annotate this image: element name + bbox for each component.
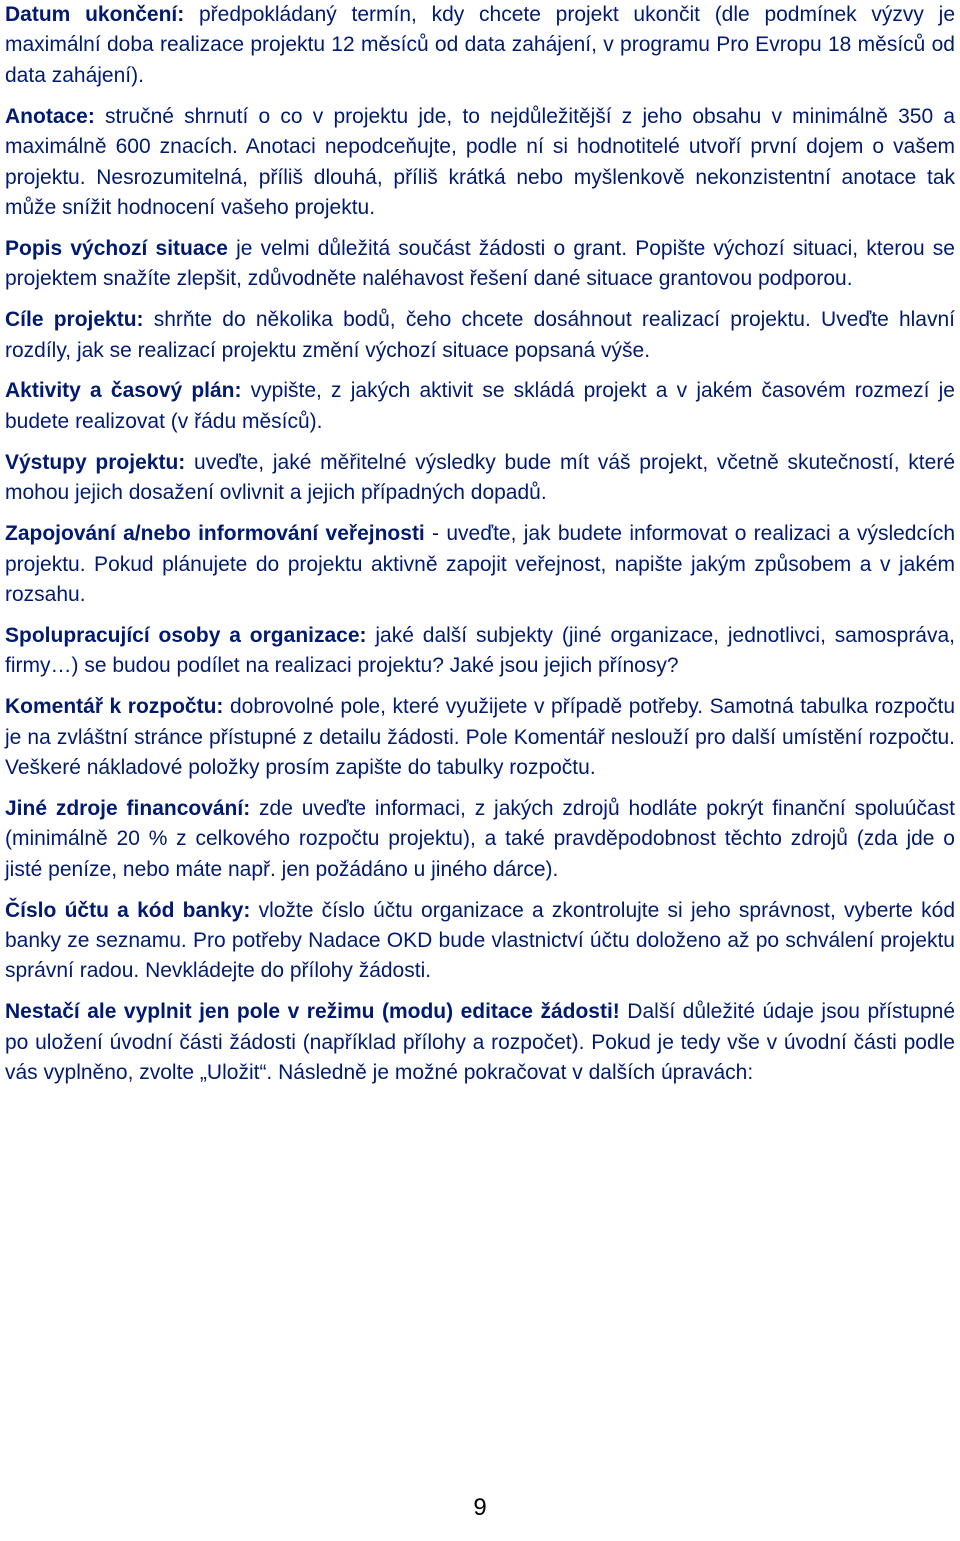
- paragraph-term: Zapojování a/nebo informování veřejnosti: [5, 522, 425, 546]
- spacer: [5, 223, 955, 234]
- spacer: [5, 509, 955, 520]
- paragraph-term: Cíle projektu:: [5, 308, 144, 332]
- spacer: [5, 682, 955, 693]
- paragraph-term: Výstupy projektu:: [5, 450, 186, 474]
- paragraph-cislo-uctu: [5, 896, 955, 987]
- paragraph-jine-zdroje: [5, 794, 955, 885]
- spacer: [5, 885, 955, 896]
- paragraph-popis-vychozi-situace: [5, 234, 955, 295]
- document-page: [5, 0, 955, 1089]
- paragraph-text: stručné shrnutí o co v projektu jde, to nejdůležitější z jeho obsahu v minimálně 350 a maximálně 600 znacích. Anotaci nepodceňujte, podle ní si hodnotitelé utvoří první dojem o vašem projektu. Nesrozumitelná, příliš dlouhá, příliš krátká nebo myšlenkově nekonzistentní anotace tak může snížit hodnocení vašeho projektu.: [5, 104, 955, 219]
- spacer: [5, 295, 955, 306]
- paragraph-komentar-k-rozpoctu: [5, 692, 955, 783]
- paragraph-text: jaké další subjekty (jiné organizace, jednotlivci, samospráva, firmy…) se budou podílet na realizaci projektu? Jaké jsou jejich přínosy?: [5, 623, 956, 678]
- paragraph-text: vypište, z jakých aktivit se skládá projekt a v jakém časovém rozmezí je budete realizovat (v řádu měsíců).: [5, 379, 955, 433]
- paragraph-text: dobrovolné pole, které využijete v případě potřeby. Samotná tabulka rozpočtu je na zvláštní stránce přístupné z detailu žádosti. Pole Komentář neslouží pro další umístění rozpočtu. Veškeré nákladové položky prosím zapište do tabulky rozpočtu.: [5, 695, 955, 779]
- paragraph-text: uveďte, jaké měřitelné výsledky bude mít váš projekt, včetně skutečností, které mohou jejich dosažení ovlivnit a jejich případných dopadů.: [5, 450, 955, 505]
- paragraph-text: zde uveďte informaci, z jakých zdrojů hodláte pokrýt finanční spoluúčast (minimálně 20 % z celkového rozpočtu projektu), a také pravděpodobnost těchto zdrojů (zda jde o jisté peníze, nebo máte např. jen požádáno u jiného dárce).: [5, 796, 955, 881]
- paragraph-anotace: [5, 102, 955, 224]
- paragraph-term: Číslo účtu a kód banky:: [5, 898, 251, 922]
- paragraph-term: Nestačí ale vyplnit jen pole v režimu (modu) editace žádosti!: [5, 1000, 620, 1024]
- spacer: [5, 610, 955, 621]
- paragraph-cile-projektu: [5, 305, 955, 366]
- spacer: [5, 783, 955, 794]
- paragraph-text: - uveďte, jak budete informovat o realizaci a výsledcích projektu. Pokud plánujete do projektu aktivně zapojit veřejnost, napište jakým způsobem a v jakém rozsahu.: [5, 522, 955, 606]
- paragraph-text: Další důležité údaje jsou přístupné po uložení úvodní části žádosti (například přílohy a rozpočet). Pokud je tedy vše v úvodní části podle vás vyplněno, zvolte „Uložit“. Následně je možné pokračovat v dalších úpravách:: [5, 1000, 956, 1085]
- paragraph-term: Jiné zdroje financování:: [5, 796, 251, 820]
- paragraph-text: shrňte do několika bodů, čeho chcete dosáhnout realizací projektu. Uveďte hlavní rozdíly, jak se realizací projektu změní výchozí situace popsaná výše.: [5, 308, 956, 362]
- paragraph-text: předpokládaný termín, kdy chcete projekt ukončit (dle podmínek výzvy je maximální doba realizace projektu 12 měsíců od data zahájení, v programu Pro Evropu 18 měsíců od data zahájení).: [5, 3, 955, 87]
- paragraph-zapojovani-verejnosti: [5, 519, 955, 610]
- paragraph-term: Spolupracující osoby a organizace:: [5, 623, 367, 647]
- spacer: [5, 437, 955, 448]
- spacer: [5, 366, 955, 377]
- paragraph-nestaci-ale-vyplnit: [5, 997, 955, 1088]
- page-number: 9: [473, 1494, 487, 1521]
- paragraph-term: Popis výchozí situace: [5, 236, 228, 260]
- paragraph-term: Datum ukončení:: [5, 3, 185, 26]
- spacer: [5, 987, 955, 998]
- paragraph-spolupracujici-osoby: [5, 621, 955, 682]
- paragraph-term: Anotace:: [5, 104, 95, 128]
- paragraph-aktivity: [5, 376, 955, 437]
- paragraph-text: je velmi důležitá součást žádosti o grant. Popište výchozí situaci, kterou se projektem snažíte zlepšit, zdůvodněte naléhavost řešení dané situace grantovou podporou.: [5, 236, 955, 291]
- paragraph-datum-ukonceni: [5, 0, 955, 91]
- spacer: [5, 91, 955, 102]
- paragraph-term: Komentář k rozpočtu:: [5, 695, 224, 719]
- paragraph-text: vložte číslo účtu organizace a zkontrolujte si jeho správnost, vyberte kód banky ze seznamu. Pro potřeby Nadace OKD bude vlastnictví účtu doloženo až po schválení projektu správní radou. Nevkládejte do přílohy žádosti.: [5, 898, 955, 983]
- paragraph-vystupy: [5, 448, 955, 509]
- paragraph-term: Aktivity a časový plán:: [5, 379, 242, 403]
